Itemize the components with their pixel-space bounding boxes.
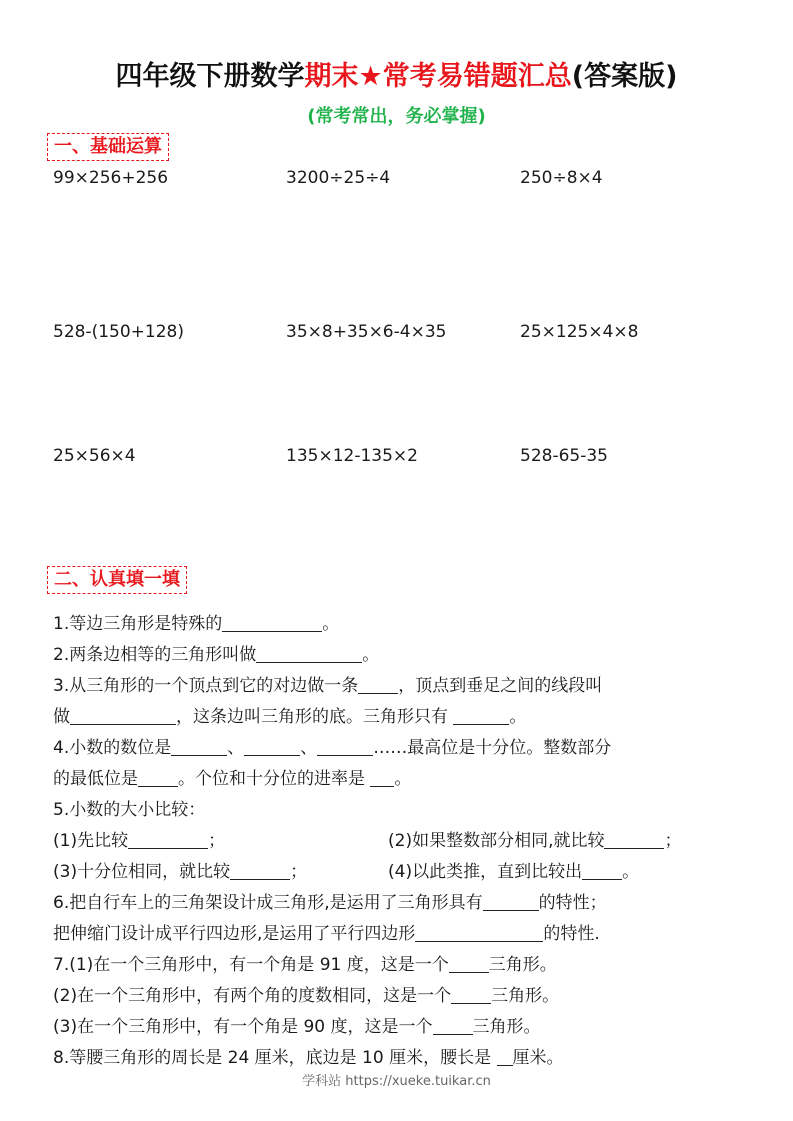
- answer-blank[interactable]: [451, 986, 491, 1004]
- calc-problem: 250÷8×4: [520, 168, 603, 188]
- question-6-line-1: 6.把自行车上的三角架设计成三角形,是运用了三角形具有 的特性；: [53, 893, 607, 913]
- answer-blank[interactable]: [433, 1017, 473, 1035]
- question-2: 2.两条边相等的三角形叫做 。: [53, 645, 380, 665]
- answer-blank[interactable]: [483, 893, 539, 911]
- footer-watermark: 学科站 https://xueke.tuikar.cn: [302, 1074, 491, 1089]
- section-2-heading: 二、认真填一填: [47, 566, 187, 594]
- question-5-part-4: (4)以此类推，直到比较出 。: [388, 862, 640, 882]
- question-6-line-2: 把伸缩门设计成平行四边形,是运用了平行四边形 的特性.: [53, 924, 600, 944]
- calc-problem: 35×8+35×6-4×35: [286, 322, 447, 342]
- title-part-1: 四年级下册数学: [115, 61, 305, 92]
- question-3-line-2: 做 ，这条边叫三角形的底。三角形只有 。: [53, 707, 527, 727]
- question-5-title: 5.小数的大小比较：: [53, 800, 206, 820]
- page-subtitle: (常考常出，务必掌握): [307, 106, 486, 127]
- question-7-part-2: (2)在一个三角形中，有两个角的度数相同，这是一个 三角形。: [53, 986, 560, 1006]
- calc-problem: 135×12-135×2: [286, 446, 418, 466]
- answer-blank[interactable]: [138, 769, 178, 787]
- answer-blank[interactable]: [256, 645, 362, 663]
- answer-blank[interactable]: [449, 955, 489, 973]
- calc-problem: 99×256+256: [53, 168, 169, 188]
- answer-blank[interactable]: [244, 738, 300, 756]
- section-1-heading: 一、基础运算: [47, 133, 169, 161]
- calc-problem: 25×56×4: [53, 446, 136, 466]
- answer-blank[interactable]: [317, 738, 373, 756]
- question-3-line-1: 3.从三角形的一个顶点到它的对边做一条 ，顶点到垂足之间的线段叫: [53, 676, 603, 696]
- question-4-line-2: 的最低位是 。个位和十分位的进率是 。: [53, 769, 412, 789]
- question-1: 1.等边三角形是特殊的 。: [53, 614, 340, 634]
- answer-blank[interactable]: [497, 1048, 513, 1066]
- answer-blank[interactable]: [370, 769, 394, 787]
- answer-blank[interactable]: [582, 862, 622, 880]
- question-5-part-1: (1)先比较 ；: [53, 831, 226, 851]
- answer-blank[interactable]: [70, 707, 176, 725]
- calc-problem: 528-65-35: [520, 446, 608, 466]
- title-part-3: (答案版): [571, 61, 678, 92]
- page-title: [0, 54, 793, 93]
- question-5-part-2: (2)如果整数部分相同,就比较 ；: [388, 831, 682, 851]
- calc-problem: 3200÷25÷4: [286, 168, 391, 188]
- answer-blank[interactable]: [415, 924, 543, 942]
- answer-blank[interactable]: [128, 831, 208, 849]
- answer-blank[interactable]: [222, 614, 322, 632]
- answer-blank[interactable]: [358, 676, 398, 694]
- answer-blank[interactable]: [453, 707, 509, 725]
- question-4-line-1: 4.小数的数位是 、 、 ……最高位是十分位。整数部分: [53, 738, 612, 758]
- question-7-part-3: (3)在一个三角形中，有一个角是 90 度，这是一个 三角形。: [53, 1017, 541, 1037]
- answer-blank[interactable]: [171, 738, 227, 756]
- answer-blank[interactable]: [230, 862, 290, 880]
- question-8: 8.等腰三角形的周长是 24 厘米，底边是 10 厘米，腰长是 厘米。: [53, 1048, 564, 1068]
- calc-problem: 528-(150+128): [53, 322, 184, 342]
- answer-blank[interactable]: [604, 831, 664, 849]
- question-7-part-1: 7.(1)在一个三角形中，有一个角是 91 度，这是一个 三角形。: [53, 955, 557, 975]
- question-5-part-3: (3)十分位相同，就比较 ；: [53, 862, 308, 882]
- title-part-2: 期末★常考易错题汇总: [304, 61, 572, 92]
- calc-problem: 25×125×4×8: [520, 322, 639, 342]
